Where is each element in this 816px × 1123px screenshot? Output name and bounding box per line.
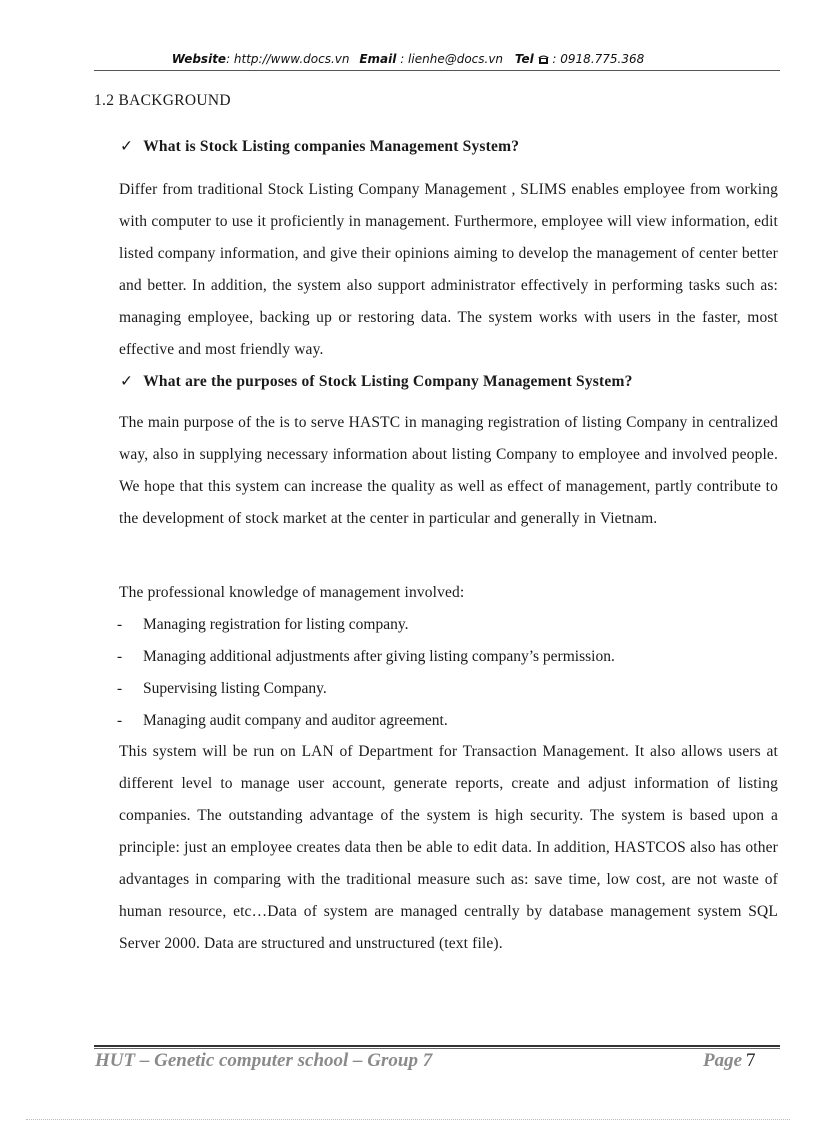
question-text: What are the purposes of Stock Listing Company Management System? <box>143 373 633 390</box>
phone-icon <box>538 52 553 66</box>
checkmark-icon: ✓ <box>120 138 134 155</box>
page-number <box>703 1050 756 1072</box>
email-label: Email <box>359 52 397 66</box>
question-text: What is Stock Listing companies Management System? <box>143 138 520 155</box>
list-item: - Managing additional adjustments after giving listing company’s permission. <box>117 648 615 665</box>
question-heading <box>120 372 633 391</box>
list-item: - Managing registration for listing company. <box>117 616 409 633</box>
page-edge <box>26 1119 790 1120</box>
list-item: - Supervising listing Company. <box>117 680 327 697</box>
page-label: Page <box>703 1050 743 1071</box>
paragraph: This system will be run on LAN of Department for Transaction Management. It also allows users at different level to manage user account, generate reports, create and adjust information of listing companies. The outstanding advantage of the system is high security. The system is based upon a principle: just an employee creates data then be able to edit data. In addition, HASTCOS also has other advantages in comparing with the traditional measure such as: save time, low cost, are not waste of human resource, etc…Data of system are managed centrally by database management system SQL Server 2000. Data are structured and unstructured (text file). <box>119 743 778 952</box>
paragraph: Differ from traditional Stock Listing Company Management , SLIMS enables employee from working with computer to use it proficiently in management. Furthermore, employee will view information, edit listed company information, and give their opinions aiming to develop the management of center better and better. In addition, the system also support administrator effectively in performing tasks such as: managing employee, backing up or restoring data. The system works with users in the faster, most effective and most friendly way. <box>119 181 778 358</box>
checkmark-icon: ✓ <box>120 373 134 390</box>
tel-value: : 0918.775.368 <box>552 52 645 66</box>
list-item: - Managing audit company and auditor agreement. <box>117 712 448 729</box>
tel-label: Tel <box>514 52 534 66</box>
footer-rule <box>94 1045 780 1047</box>
header-rule <box>94 70 780 71</box>
section-title: 1.2 BACKGROUND <box>94 92 231 109</box>
page-header <box>0 52 816 66</box>
paragraph: The main purpose of the is to serve HASTC in managing registration of listing Company in centralized way, also in supplying necessary information about listing Company to employee and involved people. We hope that this system can increase the quality as well as effect of management, partly contribute to the development of stock market at the center in particular and generally in Vietnam. <box>119 414 778 527</box>
page-number-value: 7 <box>746 1050 756 1071</box>
email-value: : lienhe@docs.vn <box>400 52 504 66</box>
website-label: Website <box>171 52 227 66</box>
question-heading <box>120 137 519 156</box>
paragraph: The professional knowledge of management involved: <box>119 584 465 601</box>
website-value: : http://www.docs.vn <box>226 52 350 66</box>
knowledge-list <box>117 609 777 737</box>
footer-rule <box>94 1048 780 1049</box>
footer-title: HUT – Genetic computer school – Group 7 <box>95 1050 433 1071</box>
